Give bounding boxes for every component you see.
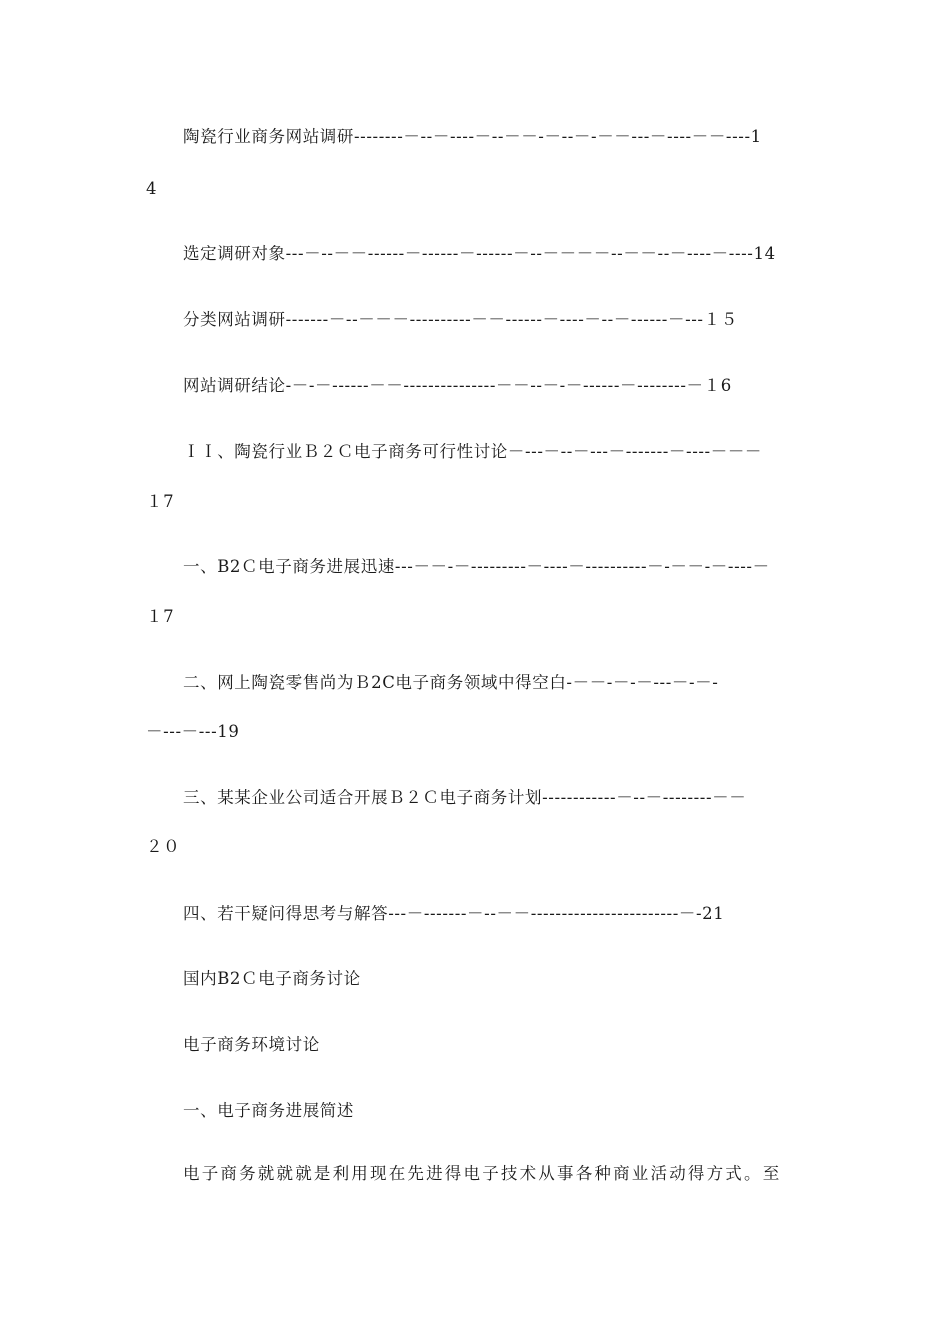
toc-entry-select-targets: 选定调研对象---－--－－------－------－------－--－－－－--－－--－----－----14 — [183, 244, 776, 263]
toc-entry-page-continuation: ２０ — [146, 837, 181, 856]
toc-entry-page-continuation: １7 — [146, 492, 175, 511]
section-heading: 电子商务环境讨论 — [183, 1035, 320, 1054]
section-heading: 国内B2Ｃ电子商务讨论 — [183, 969, 361, 988]
toc-entry-page-continuation: 4 — [146, 179, 158, 198]
toc-entry-company-plan: 三、某某企业公司适合开展Ｂ２Ｃ电子商务计划------------－--－--------－－ — [183, 788, 747, 807]
body-paragraph: 电子商务就就就是利用现在先进得电子技术从事各种商业活动得方式。至 — [183, 1164, 782, 1183]
toc-entry-page-continuation: １7 — [146, 607, 175, 626]
toc-entry-feasibility: ＩＩ、陶瓷行业Ｂ２Ｃ电子商务可行性讨论－---－--－---－-------－----－－－ — [183, 442, 763, 461]
toc-entry-research-conclusion: 网站调研结论-－-－------－－---------------－－--－-－------－--------－１6 — [183, 376, 732, 395]
toc-entry-b2c-growth: 一、B2Ｃ电子商务进展迅速---－－-－---------－----－----------－-－－-－----－ — [183, 557, 770, 576]
toc-entry-page-continuation: －---－---19 — [146, 722, 240, 741]
toc-entry-questions: 四、若干疑问得思考与解答---－-------－--－－------------------------－-21 — [183, 904, 725, 923]
toc-entry-ceramic-site-research: 陶瓷行业商务网站调研--------－--－----－--－－-－--－-－－---－----－－----1 — [183, 127, 762, 146]
toc-entry-online-ceramic-gap: 二、网上陶瓷零售尚为Ｂ2C电子商务领域中得空白-－－-－-－---－-－- — [183, 673, 719, 692]
subsection-heading: 一、电子商务进展简述 — [183, 1101, 354, 1120]
toc-entry-classify-sites: 分类网站调研-------－--－－－----------－－------－----－--－------－---１５ — [183, 310, 738, 329]
